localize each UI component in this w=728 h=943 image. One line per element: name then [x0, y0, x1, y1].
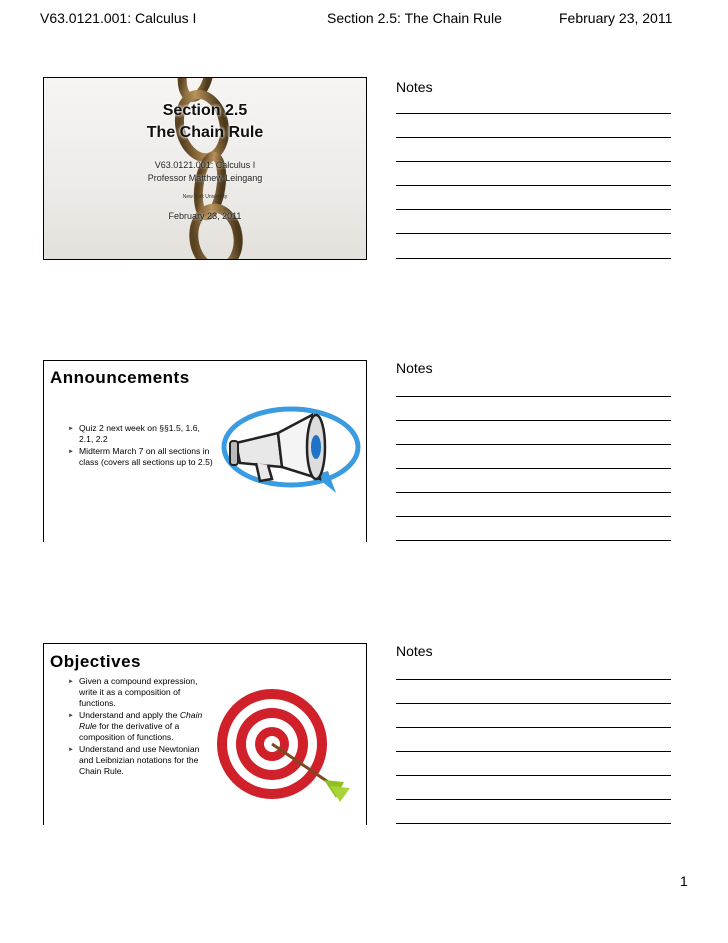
notes-line — [396, 396, 671, 397]
slide-title-university: New York University — [182, 194, 228, 200]
notes-line — [396, 799, 671, 800]
announcements-title: Announcements — [50, 368, 190, 387]
notes-line — [396, 492, 671, 493]
notes-line — [396, 420, 671, 421]
announcements-list — [64, 423, 214, 469]
list-item: ► Quiz 2 next week on §§1.5, 1.6, 2.1, 2.2 — [68, 423, 200, 444]
target-icon — [212, 682, 362, 812]
objectives-list — [64, 676, 214, 778]
slide-title-course: V63.0121.001: Calculus I — [154, 160, 256, 170]
slide-title-professor: Professor Matthew Leingang — [147, 173, 263, 183]
notes-line — [396, 209, 671, 210]
notes-line — [396, 444, 671, 445]
notes-line — [396, 516, 671, 517]
notes-line — [396, 823, 671, 824]
slide-objectives — [43, 643, 367, 825]
slide-title-heading: Section 2.5 — [162, 102, 248, 119]
megaphone-icon — [216, 405, 366, 497]
notes-label-2: Notes — [396, 360, 433, 376]
slide-title-subheading: The Chain Rule — [146, 124, 264, 141]
notes-line — [396, 775, 671, 776]
slide-announcements — [43, 360, 367, 542]
list-item: ► Given a compound expression, write it as a composition of functions. — [68, 676, 198, 708]
notes-line — [396, 233, 671, 234]
list-item: ► Understand and use Newtonian and Leibnizian notations for the Chain Rule. — [68, 744, 200, 776]
notes-label-1: Notes — [396, 79, 433, 95]
objectives-title: Objectives — [50, 652, 141, 671]
slide-title-date: February 23, 2011 — [168, 211, 242, 221]
list-item: ► Midterm March 7 on all sections in class (covers all sections up to 2.5) — [68, 446, 213, 467]
slide-title — [43, 77, 367, 260]
notes-line — [396, 113, 671, 114]
notes-line — [396, 468, 671, 469]
notes-line — [396, 137, 671, 138]
header-section: Section 2.5: The Chain Rule — [327, 10, 502, 26]
header-course: V63.0121.001: Calculus I — [40, 10, 197, 26]
notes-line — [396, 703, 671, 704]
notes-line — [396, 679, 671, 680]
notes-line — [396, 161, 671, 162]
page-number: 1 — [680, 873, 688, 889]
list-item: ► Understand and apply the Chain Rule for the derivative of a composition of functions. — [68, 710, 203, 742]
notes-label-3: Notes — [396, 643, 433, 659]
notes-line — [396, 185, 671, 186]
notes-line — [396, 751, 671, 752]
notes-line — [396, 258, 671, 259]
notes-line — [396, 540, 671, 541]
notes-line — [396, 727, 671, 728]
header-date: February 23, 2011 — [559, 10, 673, 26]
